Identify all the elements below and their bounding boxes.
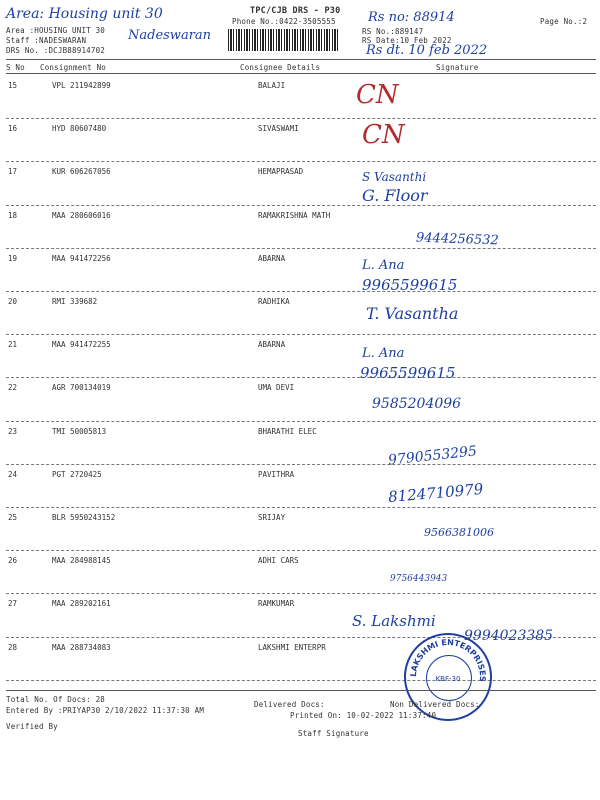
row-sno: 26 <box>8 556 18 566</box>
staff-label: Staff :NADESWARAN <box>6 36 87 45</box>
row-consignment-no: MAA 941472255 <box>52 340 111 350</box>
signature-21-phone: 9965599615 <box>360 364 456 382</box>
row-divider <box>6 248 596 249</box>
row-consignee: ABARNA <box>258 253 286 263</box>
col-signature: Signature <box>436 63 479 72</box>
row-consignment-no: BLR 5950243152 <box>52 513 116 522</box>
area-label: Area :HOUSING UNIT 30 <box>6 26 106 35</box>
non-delivered-docs: Non Delivered Docs: <box>390 700 480 709</box>
header-rule-bottom <box>6 73 596 74</box>
table-row <box>0 164 600 207</box>
row-sno: 17 <box>8 167 18 177</box>
col-sno: S No <box>6 63 25 72</box>
row-divider <box>6 507 596 508</box>
row-consignee: BHARATHI ELEC <box>258 426 317 436</box>
row-consignee: ADHI CARS <box>258 556 299 566</box>
table-row <box>0 337 600 380</box>
table-row <box>0 637 600 683</box>
signature-26: 9756443943 <box>390 574 448 584</box>
signature-15: CN <box>356 80 399 110</box>
row-consignee: SRIJAY <box>258 513 286 522</box>
svg-text:LAKSHMI ENTERPRISES: LAKSHMI ENTERPRISES <box>408 637 488 683</box>
delivered-docs: Delivered Docs: <box>254 700 325 709</box>
row-consignment-no: PGT 2720425 <box>52 469 102 479</box>
row-consignment-no: KUR 606267056 <box>52 167 111 177</box>
table-row <box>0 553 600 596</box>
table-row <box>0 78 600 121</box>
signature-17-name: S Vasanthi <box>362 170 427 184</box>
signature-24: 8124710979 <box>387 479 485 507</box>
row-consignee: SIVASWAMI <box>258 124 299 134</box>
row-sno: 18 <box>8 210 18 220</box>
rs-number-handwritten: Rs no: 88914 <box>368 10 455 25</box>
signature-25: 9566381006 <box>424 526 494 539</box>
row-sno: 22 <box>8 383 18 393</box>
row-consignment-no: AGR 700134019 <box>52 383 111 393</box>
row-divider <box>6 334 596 335</box>
signature-23: 9790553295 <box>387 443 478 469</box>
row-divider <box>6 161 596 162</box>
row-consignee: ABARNA <box>258 340 286 350</box>
signature-19-name: L. Ana <box>362 258 405 273</box>
phone-number: Phone No.:0422-3505555 <box>232 17 336 26</box>
table-row <box>0 424 600 467</box>
table-row <box>0 467 600 510</box>
footer-rule <box>6 690 596 691</box>
barcode-image <box>228 29 338 51</box>
row-sno: 15 <box>8 81 18 90</box>
row-consignee: RAMKUMAR <box>258 599 295 609</box>
staff-signature-label: Staff Signature <box>298 729 369 738</box>
signature-27: S. Lakshmi <box>352 612 436 630</box>
total-docs: Total No. Of Docs: 28 <box>6 695 106 704</box>
row-consignee: LAKSHMI ENTERPR <box>258 642 326 652</box>
rs-date: RS Date:10 Feb 2022 <box>362 36 452 45</box>
row-divider <box>6 421 596 422</box>
row-consignee: PAVITHRA <box>258 469 295 479</box>
row-sno: 21 <box>8 340 18 350</box>
row-consignee: UMA DEVI <box>258 383 295 393</box>
row-sno: 19 <box>8 253 18 263</box>
verified-by: Verified By <box>6 722 58 731</box>
entered-by: Entered By :PRIYAP30 2/10/2022 11:37:30 AM <box>6 706 205 715</box>
row-consignment-no: RMI 339682 <box>52 297 98 306</box>
row-consignee: HEMAPRASAD <box>258 167 304 177</box>
page-number: Page No.:2 <box>540 17 588 26</box>
row-divider <box>6 118 596 119</box>
row-sno: 24 <box>8 469 18 479</box>
row-divider <box>6 593 596 594</box>
col-consignment: Consignment No <box>40 63 107 72</box>
row-sno: 23 <box>8 426 18 436</box>
rs-date-handwritten: Rs dt. 10 feb 2022 <box>366 43 488 58</box>
signature-20: T. Vasantha <box>366 304 459 323</box>
row-divider <box>6 464 596 465</box>
table-row <box>0 380 600 423</box>
row-consignee: BALAJI <box>258 81 286 90</box>
signature-17-floor: G. Floor <box>362 186 428 205</box>
table-row <box>0 121 600 164</box>
row-consignment-no: MAA 284988145 <box>52 556 111 566</box>
row-consignee: RAMAKRISHNA MATH <box>258 210 331 220</box>
signature-18: 9444256532 <box>415 230 499 249</box>
table-row <box>0 294 600 337</box>
table-row <box>0 208 600 251</box>
table-row <box>0 251 600 294</box>
signature-16: CN <box>362 120 405 150</box>
row-consignment-no: MAA 941472256 <box>52 253 111 263</box>
signature-28: 9994023385 <box>464 628 554 644</box>
signature-22: 9585204096 <box>372 396 462 412</box>
row-consignment-no: MAA 289202161 <box>52 599 111 609</box>
row-divider <box>6 205 596 206</box>
table-row <box>0 510 600 553</box>
row-sno: 28 <box>8 642 18 652</box>
row-divider <box>6 377 596 378</box>
staff-handwritten: Nadeswaran <box>128 28 212 43</box>
row-consignment-no: VPL 211942899 <box>52 81 111 90</box>
row-divider <box>6 680 596 681</box>
row-sno: 16 <box>8 124 18 134</box>
row-consignee: RADHIKA <box>258 297 290 306</box>
col-consignee: Consignee Details <box>240 63 321 72</box>
printed-on: Printed On: 10-02-2022 11:37:40 <box>290 711 437 720</box>
row-consignment-no: MAA 288734083 <box>52 642 111 652</box>
rs-number: RS No.:889147 <box>362 27 424 36</box>
row-sno: 20 <box>8 297 18 306</box>
svg-text:KBF-30: KBF-30 <box>435 675 461 683</box>
signature-19-phone: 9965599615 <box>362 276 458 294</box>
drs-number: DRS No. :DCJB88914702 <box>6 46 106 55</box>
signature-21-name: L. Ana <box>362 346 405 361</box>
row-consignment-no: HYD 80607480 <box>52 124 107 134</box>
area-handwritten: Area: Housing unit 30 <box>6 6 163 22</box>
row-consignment-no: MAA 280606016 <box>52 210 111 220</box>
row-divider <box>6 550 596 551</box>
row-divider <box>6 291 596 292</box>
row-sno: 27 <box>8 599 18 609</box>
row-consignment-no: TMI 50005813 <box>52 426 107 436</box>
report-title: TPC/CJB DRS - P30 <box>250 6 341 16</box>
row-sno: 25 <box>8 513 18 522</box>
header-rule-top <box>6 59 596 60</box>
